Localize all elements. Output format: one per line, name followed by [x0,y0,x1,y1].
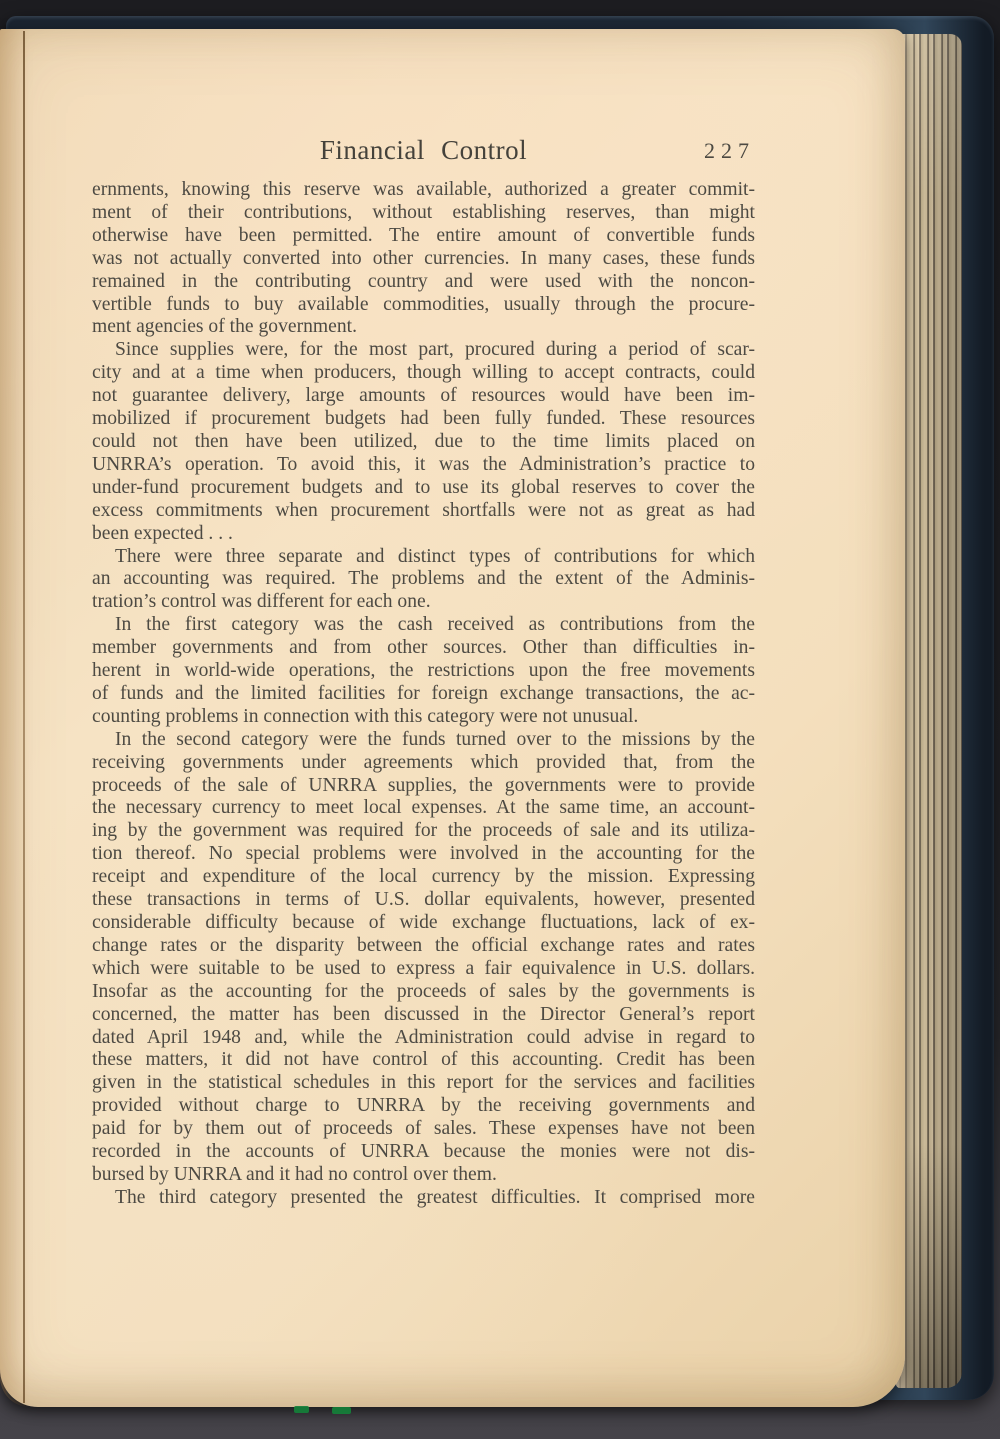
text-line: the necessary currency to meet local expenses. At the same time, an account- [92,797,755,819]
text-line: ernments, knowing this reserve was available, authorized a greater commit- [92,179,755,200]
text-line: could not then have been utilized, due to the time limits placed on [92,430,755,452]
text-line: member governments and from other sources. Other than difficulties in- [92,637,755,659]
text-line: considerable difficulty because of wide exchange fluctuations, lack of ex- [92,912,755,933]
text-line: been expected . . . [92,522,233,544]
text-line: tion thereof. No special problems were involved in the accounting for the [92,843,755,865]
text-line: proceeds of the sale of UNRRA supplies, the governments were to provide [92,774,755,796]
text-line: ment agencies of the government. [92,316,357,338]
paragraph [92,1187,755,1210]
text-line: recorded in the accounts of UNRRA because the monies were not dis- [92,1141,755,1163]
page-edges-stack [896,34,962,1388]
paragraph [92,546,755,615]
text-line: paid for by them out of proceeds of sales. These expenses have not been [92,1118,755,1140]
text-line: of funds and the limited facilities for foreign exchange transactions, the ac- [92,682,755,704]
text-line: In the first category was the cash received as contributions from the [115,614,755,636]
green-mark [294,1406,309,1413]
gutter-crease [23,31,25,1403]
running-header [92,133,755,169]
text-line: otherwise have been permitted. The entire amount of convertible funds [92,224,755,246]
text-line: herent in world-wide operations, the restrictions upon the free movements [92,660,755,682]
body-text [92,179,755,1210]
text-line: these transactions in terms of U.S. dollar equivalents, however, presented [92,889,755,911]
text-line: bursed by UNRRA and it had no control over them. [92,1163,497,1185]
text-line: remained in the contributing country and were used with the noncon- [92,270,755,292]
text-line: In the second category were the funds turned over to the missions by the [115,728,755,750]
text-line: dated April 1948 and, while the Administration could advise in regard to [92,1026,755,1048]
text-line: receiving governments under agreements which provided that, from the [92,751,755,773]
paragraph [92,729,755,1187]
green-mark [332,1407,351,1414]
text-line: receipt and expenditure of the local currency by the mission. Expressing [92,866,755,888]
text-line: provided without charge to UNRRA by the receiving governments and [92,1095,755,1117]
page-edges-shading [896,34,962,1388]
text-line: vertible funds to buy available commodities, usually through the procure- [92,293,755,315]
text-line: Since supplies were, for the most part, procured during a period of scar- [115,339,755,361]
text-line: mobilized if procurement budgets had been fully funded. These resources [92,408,755,430]
paragraph [92,339,755,545]
paragraph [92,614,755,729]
text-line: these matters, it did not have control of this accounting. Credit has been [92,1049,755,1071]
text-line: There were three separate and distinct types of contributions for which [115,545,755,567]
text-line: city and at a time when producers, though willing to accept contracts, could [92,362,755,384]
text-line: not guarantee delivery, large amounts of resources would have been im- [92,385,755,407]
book-page [0,29,905,1407]
text-line: UNRRA’s operation. To avoid this, it was the Administration’s practice to [92,453,755,475]
chapter-title: Financial Control [319,135,528,165]
text-line: an accounting was required. The problems and the extent of the Adminis- [92,568,755,590]
text-line: tration’s control was different for each one. [92,591,431,613]
text-line: given in the statistical schedules in this report for the services and facilities [92,1072,755,1094]
text-line: ment of their contributions, without establishing reserves, than might [92,201,755,223]
text-line: under-fund procurement budgets and to use its global reserves to cover the [92,476,755,498]
text-line: The third category presented the greatest difficulties. It comprised more [115,1186,755,1208]
text-line: change rates or the disparity between the official exchange rates and rates [92,934,755,956]
paragraph [92,179,755,339]
text-line: ing by the government was required for the proceeds of sale and its utiliza- [92,820,755,842]
text-line: was not actually converted into other currencies. In many cases, these funds [92,247,755,269]
gutter-shadow [0,29,30,1407]
text-line: counting problems in connection with this category were not unusual. [92,705,639,727]
text-line: which were suitable to be used to express a fair equivalence in U.S. dollars. [92,957,755,979]
page-number: 227 [704,138,755,163]
text-line: Insofar as the accounting for the proceeds of sales by the governments is [92,980,755,1002]
text-line: concerned, the matter has been discussed in the Director General’s report [92,1003,755,1025]
text-line: excess commitments when procurement shortfalls were not as great as had [92,499,755,521]
